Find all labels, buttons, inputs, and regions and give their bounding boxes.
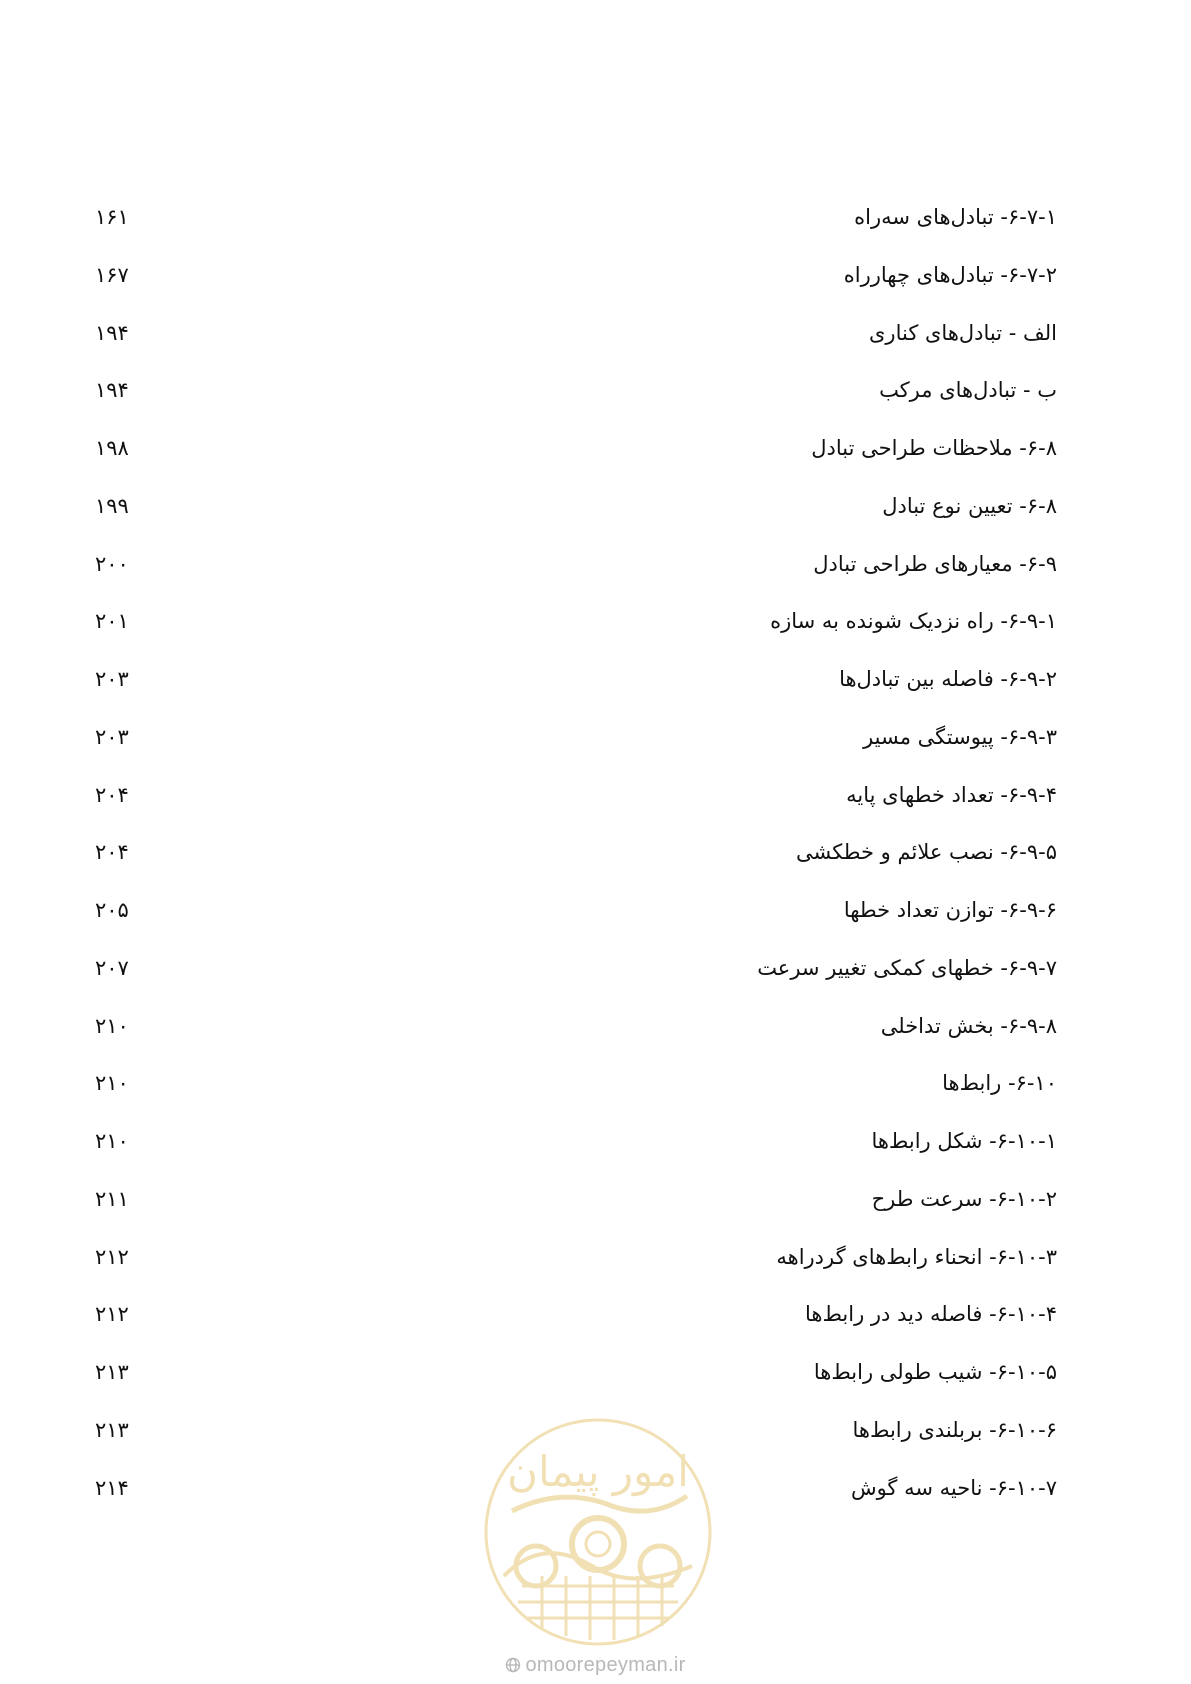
toc-entry-title: ۶-۹-۵- نصب علائم و خطکشی [795, 840, 1057, 865]
watermark-logo-text: امور پیمان [507, 1447, 689, 1496]
toc-entry[interactable] [95, 492, 1057, 550]
toc-entry[interactable] [95, 954, 1057, 1012]
toc-entry-title: ۶-۱۰-۵- شیب طولی رابط‌ها [813, 1360, 1057, 1384]
toc-entry-page: ۲۱۰ [95, 1013, 129, 1038]
toc-entry-page: ۲۰۴ [95, 782, 129, 807]
toc-entry[interactable] [95, 1243, 1057, 1301]
toc-entry[interactable] [95, 1358, 1057, 1416]
toc-entry-page: ۲۱۰ [95, 1129, 129, 1153]
toc-entry[interactable] [95, 723, 1057, 781]
toc-entry[interactable] [95, 376, 1057, 434]
toc-entry[interactable] [95, 838, 1057, 896]
toc-entry-title: الف - تبادل‌های کناری [869, 320, 1057, 345]
toc-entry-title: ۶-۹-۷- خطهای کمکی تغییر سرعت [757, 955, 1057, 980]
toc-entry-title: ۶-۱۰-۲- سرعت طرح [871, 1186, 1057, 1211]
toc-entry-title: ۶-۸- تعیین نوع تبادل [882, 493, 1057, 518]
toc-entry-title: ب - تبادل‌های مرکب [879, 378, 1057, 403]
toc-entry-title: ۶-۹- معیارهای طراحی تبادل [813, 551, 1057, 576]
toc-entry[interactable] [95, 1185, 1057, 1243]
toc-entry-title: ۶-۹-۶- توازن تعداد خطها [843, 898, 1057, 922]
toc-entry-title: ۶-۹-۲- فاصله بین تبادل‌ها [839, 667, 1057, 691]
toc-entry-page: ۱۹۴ [95, 320, 129, 345]
toc-entry-page: ۲۰۳ [95, 724, 129, 749]
footer-site-link[interactable] [0, 1654, 1191, 1677]
toc-entry-page: ۱۹۸ [95, 436, 129, 460]
watermark-logo [482, 1416, 714, 1648]
toc-entry-page: ۲۰۴ [95, 840, 129, 865]
toc-entry[interactable] [95, 896, 1057, 954]
toc-entry-title: ۶-۱۰- رابط‌ها [942, 1071, 1057, 1096]
toc-entry-page: ۱۹۴ [95, 378, 129, 403]
toc-entry[interactable] [95, 203, 1057, 261]
toc-entry-title: ۶-۹-۴- تعداد خطهای پایه [846, 782, 1057, 807]
toc-entry-page: ۱۶۷ [95, 262, 129, 287]
toc-entry-page: ۲۰۵ [95, 898, 129, 922]
toc-entry[interactable] [95, 781, 1057, 839]
toc-entry[interactable] [95, 434, 1057, 492]
toc-entry-page: ۱۹۹ [95, 493, 129, 518]
toc-entry[interactable] [95, 550, 1057, 608]
toc-entry-title: ۶-۱۰-۷- ناحیه سه گوش [850, 1475, 1057, 1500]
toc-entry-page: ۲۱۰ [95, 1071, 129, 1096]
toc-entry-title: ۶-۱۰-۱- شکل رابط‌ها [871, 1129, 1057, 1153]
toc-entry-page: ۲۰۰ [95, 551, 129, 576]
toc-entry-page: ۲۱۱ [95, 1186, 129, 1211]
table-of-contents [95, 203, 1057, 1531]
toc-entry-title: ۶-۱۰-۴- فاصله دید در رابط‌ها [805, 1302, 1057, 1327]
toc-entry[interactable] [95, 607, 1057, 665]
toc-entry-page: ۲۰۷ [95, 955, 129, 980]
toc-entry-title: ۶-۱۰-۶- بربلندی رابط‌ها [852, 1417, 1057, 1442]
toc-entry-page: ۲۱۳ [95, 1360, 129, 1384]
toc-entry-page: ۲۱۲ [95, 1244, 129, 1269]
globe-icon [505, 1657, 521, 1673]
toc-entry[interactable] [95, 665, 1057, 723]
toc-entry-title: ۶-۹-۸- بخش تداخلی [880, 1013, 1057, 1038]
toc-entry-page: ۲۰۱ [95, 609, 129, 634]
toc-entry-title: ۶-۷-۱- تبادل‌های سه‌راه [854, 205, 1057, 229]
toc-entry-page: ۲۰۳ [95, 667, 129, 691]
toc-entry[interactable] [95, 261, 1057, 319]
toc-entry[interactable] [95, 1069, 1057, 1127]
footer-site-text: omoorepeyman.ir [525, 1654, 686, 1676]
toc-entry-title: ۶-۱۰-۳- انحناء رابط‌های گردراهه [776, 1244, 1057, 1269]
toc-entry[interactable] [95, 1300, 1057, 1358]
toc-entry-page: ۲۱۲ [95, 1302, 129, 1327]
toc-entry-title: ۶-۷-۲- تبادل‌های چهارراه [843, 262, 1057, 287]
toc-entry-title: ۶-۸- ملاحظات طراحی تبادل [811, 436, 1057, 460]
toc-entry[interactable] [95, 319, 1057, 377]
toc-entry-page: ۲۱۳ [95, 1417, 129, 1442]
toc-entry[interactable] [95, 1012, 1057, 1070]
toc-entry-title: ۶-۹-۳- پیوستگی مسیر [863, 724, 1057, 749]
toc-entry-page: ۲۱۴ [95, 1475, 129, 1500]
toc-entry-page: ۱۶۱ [95, 205, 129, 229]
toc-entry-title: ۶-۹-۱- راه نزدیک شونده به سازه [770, 609, 1057, 634]
toc-entry[interactable] [95, 1127, 1057, 1185]
watermark-label [482, 1416, 714, 1648]
